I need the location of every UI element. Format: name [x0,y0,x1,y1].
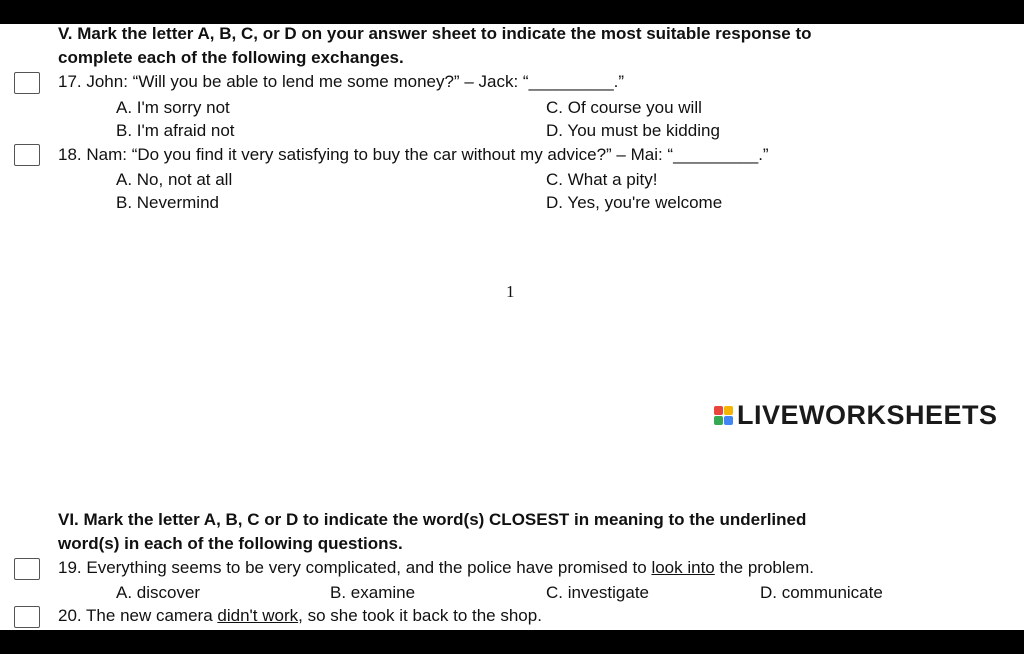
q17-stem-before: 17. John: “Will you be able to lend me some money?” – Jack: “ [58,72,529,91]
q18-stem-before: 18. Nam: “Do you find it very satisfying to buy the car without my advice?” – Mai: “ [58,145,674,164]
q19-option-c: C. investigate [546,583,649,602]
q17-option-c: C. Of course you will [546,98,702,117]
logo-square-3 [714,416,723,425]
q19-stem-before: 19. Everything seems to be very complicated, and the police have promised to [58,558,652,577]
question-20-stem [58,606,542,626]
q17-option-d: D. You must be kidding [546,121,720,140]
q18-blank: _________ [673,145,759,164]
q19-underlined-phrase: look into [651,558,715,577]
brand-text: LIVEWORKSHEETS [737,400,998,430]
section-5-heading-line2: complete each of the following exchanges. [58,48,404,67]
q20-stem-before: 20. The new camera [58,606,218,625]
q19-option-a: A. discover [116,583,201,602]
q17-option-a: A. I'm sorry not [116,98,230,117]
q18-option-a: A. No, not at all [116,170,233,189]
liveworksheets-logo-icon [714,406,733,425]
q20-underlined-phrase: didn't work [217,606,299,625]
section-5-heading-line1: V. Mark the letter A, B, C, or D on your answer sheet to indicate the most suitable response to [58,24,812,43]
logo-square-2 [724,406,733,415]
liveworksheets-brand [714,400,998,431]
q18-option-d: D. Yes, you're welcome [546,193,723,212]
question-19-stem [58,558,814,578]
answer-box-q17[interactable] [14,72,40,94]
q18-stem-after: .” [758,145,769,164]
q17-blank: _________ [528,72,614,91]
q19-stem-after: the problem. [714,558,814,577]
answer-box-q18[interactable] [14,144,40,166]
q19-option-b: B. examine [330,583,416,602]
logo-square-4 [724,416,733,425]
question-18-stem [58,145,769,165]
page-number: 1 [506,282,515,301]
section-6-heading-line1: VI. Mark the letter A, B, C or D to indicate the word(s) CLOSEST in meaning to the underlined [58,510,807,529]
q18-option-c: C. What a pity! [546,170,658,189]
q20-stem-after: , so she took it back to the shop. [298,606,542,625]
section-6-heading-line2: word(s) in each of the following questions. [58,534,403,553]
logo-square-1 [714,406,723,415]
worksheet-page [0,24,1024,630]
q18-option-b: B. Nevermind [116,193,219,212]
answer-box-q20[interactable] [14,606,40,628]
answer-box-q19[interactable] [14,558,40,580]
q17-stem-after: .” [613,72,625,91]
q17-option-b: B. I'm afraid not [116,121,235,140]
question-17-stem [58,72,624,92]
q19-option-d: D. communicate [760,583,883,602]
